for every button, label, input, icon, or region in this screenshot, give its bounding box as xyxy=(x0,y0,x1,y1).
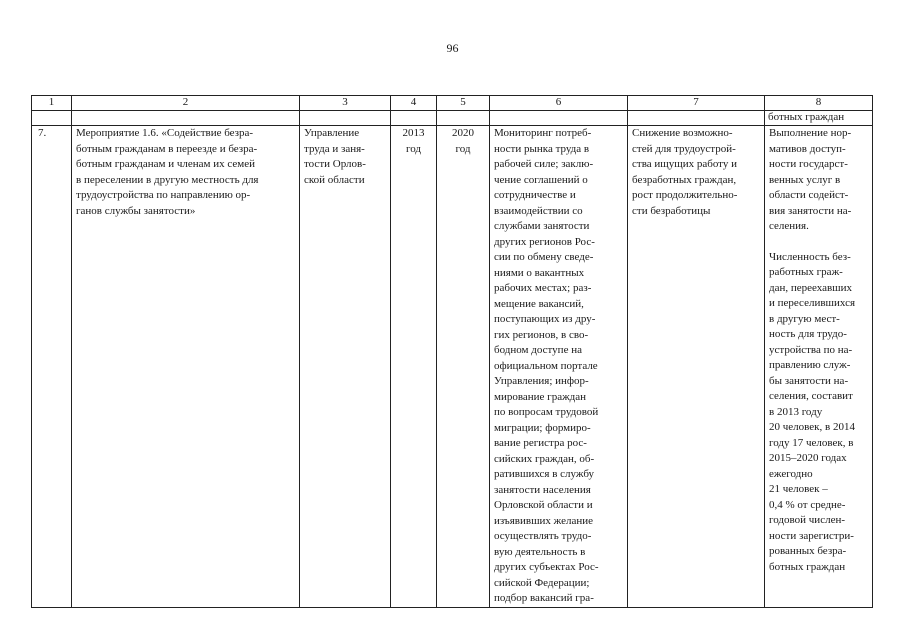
header-cell-5: 5 xyxy=(437,96,490,111)
text-line: ность для трудо- xyxy=(769,328,847,340)
text-line: стей для трудоустрой- xyxy=(632,142,736,155)
text-line: ботным гражданам и членам их семей xyxy=(76,158,255,170)
text-line: ежегодно xyxy=(769,467,813,480)
text-line: год xyxy=(455,142,471,155)
text-line: устройства по на- xyxy=(769,343,853,356)
text-line: безработных граждан, xyxy=(632,173,737,186)
text-line: ства ищущих работу и xyxy=(632,158,737,170)
header-cell-8: 8 xyxy=(765,96,873,111)
table-row xyxy=(32,126,873,608)
text-line: бодном доступе на xyxy=(494,344,582,356)
text-line: области содейст- xyxy=(769,189,849,201)
header-cell-4: 4 xyxy=(391,96,437,111)
text-line: в другую мест- xyxy=(769,312,840,325)
document-table xyxy=(31,95,873,608)
text-line: 2013 xyxy=(402,127,425,139)
text-line: трудоустройства по направлению ор- xyxy=(76,189,251,201)
text-line: дан, переехавших xyxy=(769,281,853,294)
text-line: ниями о вакантных xyxy=(494,266,585,279)
text-line: венных услуг в xyxy=(769,173,841,186)
text-line: сийской Федерации; xyxy=(494,576,590,589)
text-line: изъявивших желание xyxy=(494,514,594,527)
text-line: других субъектах Рос- xyxy=(494,561,599,573)
page-number: 96 xyxy=(446,41,459,55)
text-line: Управление xyxy=(304,127,360,139)
text-line: вия занятости на- xyxy=(769,204,852,217)
continuation-row xyxy=(32,111,873,126)
text-line: Орловской области и xyxy=(494,499,593,511)
text-line: сотрудничестве и xyxy=(494,189,576,201)
text-line: ности государст- xyxy=(769,158,848,170)
text-line: Мониторинг потреб- xyxy=(494,127,592,139)
text-line: занятости населения xyxy=(494,483,591,496)
text-line: ности рынка труда в xyxy=(494,142,590,155)
row-number: 7. xyxy=(32,126,72,608)
text-line: 0,4 % от средне- xyxy=(769,498,846,511)
text-line: гих регионов, в сво- xyxy=(494,328,589,341)
text-line: поступающих из дру- xyxy=(494,313,596,325)
text-line: взаимодействии со xyxy=(494,204,583,217)
text-line: чение соглашений о xyxy=(494,173,588,186)
header-cell-2: 2 xyxy=(72,96,300,111)
text-line: Управления; инфор- xyxy=(494,375,589,387)
text-line: вую деятельность в xyxy=(494,545,586,558)
text-line: селения. xyxy=(769,220,809,232)
text-line: мещение вакансий, xyxy=(494,297,584,310)
text-line: мативов доступ- xyxy=(769,142,846,155)
text-line: тости Орлов- xyxy=(304,158,366,170)
text-line: ратившихся в службу xyxy=(494,468,595,480)
text-line: селения, составит xyxy=(769,390,853,402)
text-line: годовой числен- xyxy=(769,514,845,526)
text-line: 20 человек, в 2014 xyxy=(769,421,855,433)
text-line: 2020 xyxy=(452,127,474,139)
text-line: году 17 человек, в xyxy=(769,436,854,449)
expected-result-cell xyxy=(628,126,765,608)
table-header-row xyxy=(32,96,873,111)
text-line: год xyxy=(405,142,422,155)
text-line: ганов службы занятости» xyxy=(76,204,196,217)
text-line: рабочей силе; заклю- xyxy=(494,158,594,170)
text-line: службами занятости xyxy=(494,220,590,232)
text-line: осуществлять трудо- xyxy=(494,530,592,542)
text-line: правлению служ- xyxy=(769,359,851,371)
text-line: ской области xyxy=(304,173,365,186)
content-cell xyxy=(490,126,628,608)
text-line: сии по обмену сведе- xyxy=(494,251,594,263)
text-line: в переселении в другую местность для xyxy=(76,173,259,186)
text-line: ботным гражданам в переезде и безра- xyxy=(76,142,258,155)
text-line: мирование граждан xyxy=(494,390,587,403)
indicators-cell xyxy=(765,126,873,608)
text-line: работных граж- xyxy=(769,266,843,278)
header-cell-7: 7 xyxy=(628,96,765,111)
text-line: ности зарегистри- xyxy=(769,529,854,542)
text-line: Выполнение нор- xyxy=(769,127,852,139)
header-cell-6: 6 xyxy=(490,96,628,111)
text-line: 21 человек – xyxy=(769,483,828,495)
text-line: и переселившихся xyxy=(769,297,856,309)
text-line: бы занятости на- xyxy=(769,374,849,387)
continuation-text: ботных граждан xyxy=(765,111,873,126)
text-line: по вопросам трудовой xyxy=(494,406,599,418)
header-cell-3: 3 xyxy=(300,96,391,111)
text-line: других регионов Рос- xyxy=(494,235,595,248)
text-line: сти безработицы xyxy=(632,204,711,217)
text-line: подбор вакансий гра- xyxy=(494,592,594,604)
year-start-cell xyxy=(391,126,437,608)
text-line: сийских граждан, об- xyxy=(494,452,595,465)
text-line: ботных граждан xyxy=(769,560,846,573)
text-line: рабочих местах; раз- xyxy=(494,282,592,294)
text-line: рованных безра- xyxy=(769,545,847,557)
year-end-cell xyxy=(437,126,490,608)
text-line: в 2013 году xyxy=(769,405,823,418)
text-line: труда и заня- xyxy=(304,142,365,155)
text-line: вание регистра рос- xyxy=(494,437,587,449)
executor-cell xyxy=(300,126,391,608)
text-line: 2015–2020 годах xyxy=(769,452,847,464)
header-cell-1: 1 xyxy=(32,96,72,111)
text-line: Мероприятие 1.6. «Содействие безра- xyxy=(76,127,254,139)
text-line: рост продолжительно- xyxy=(632,189,738,201)
event-cell xyxy=(72,126,300,608)
text-line: официальном портале xyxy=(494,359,598,372)
text-line: Численность без- xyxy=(769,250,851,263)
text-line: миграции; формиро- xyxy=(494,421,591,434)
text-line: Снижение возможно- xyxy=(632,127,733,139)
